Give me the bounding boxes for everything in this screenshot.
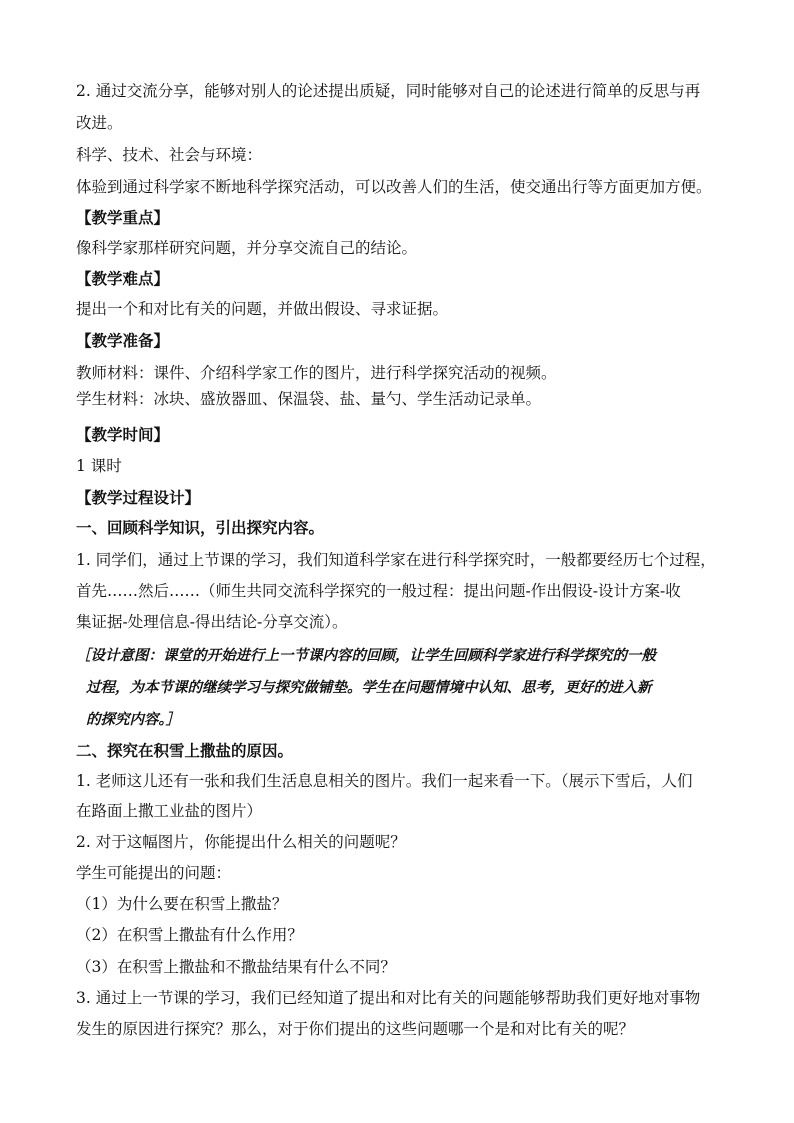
paragraph-line: 像科学家那样研究问题，并分享交流自己的结论。 <box>76 239 418 257</box>
step-heading-one: 一、回顾科学知识，引出探究内容。 <box>76 518 325 537</box>
section-heading-key-points: 【教学重点】 <box>76 208 170 227</box>
step-heading-two: 二、探究在积雪上撒盐的原因。 <box>76 741 294 760</box>
design-intent-line: 过程，为本节课的继续学习与探究做铺垫。学生在问题情境中认知、思考，更好的进入新 <box>86 679 652 696</box>
paragraph-line: 改进。 <box>76 114 123 132</box>
paragraph-line: 2. 通过交流分享，能够对别人的论述提出质疑，同时能够对自己的论述进行简单的反思与再 <box>76 82 701 100</box>
paragraph-line: 3. 通过上一节课的学习，我们已经知道了提出和对比有关的问题能够帮助我们更好地对事物 <box>76 989 701 1007</box>
section-heading-time: 【教学时间】 <box>76 425 170 444</box>
section-heading-process: 【教学过程设计】 <box>76 488 201 507</box>
paragraph-line: 1 课时 <box>76 457 122 475</box>
paragraph-line: 1. 老师这儿还有一张和我们生活息息相关的图片。我们一起来看一下。（展示下雪后，人们 <box>76 772 693 790</box>
paragraph-line: 提出一个和对比有关的问题，并做出假设、寻求证据。 <box>76 300 449 318</box>
paragraph-line: 学生可能提出的问题： <box>76 864 232 882</box>
subheading: 科学、技术、社会与环境： <box>76 146 263 164</box>
paragraph-line: 教师材料：课件、介绍科学家工作的图片，进行科学探究活动的视频。 <box>76 364 557 382</box>
design-intent-line: ［设计意图：课堂的开始进行上一节课内容的回顾，让学生回顾科学家进行科学探究的一般 <box>76 647 656 664</box>
design-intent-line: 的探究内容。］ <box>86 711 181 728</box>
paragraph-line: 首先……然后……（师生共同交流科学探究的一般过程：提出问题-作出假设-设计方案-收 <box>76 582 681 600</box>
paragraph-line: 体验到通过科学家不断地科学探究活动，可以改善人们的生活，使交通出行等方面更加方便。 <box>76 178 712 196</box>
paragraph-line: 发生的原因进行探究？那么，对于你们提出的这些问题哪一个是和对比有关的呢？ <box>76 1020 635 1038</box>
paragraph-line: 2. 对于这幅图片，你能提出什么相关的问题呢？ <box>76 833 406 851</box>
section-heading-preparation: 【教学准备】 <box>76 331 170 350</box>
paragraph-line: 1. 同学们，通过上节课的学习，我们知道科学家在进行科学探究时，一般都要经历七个过程， <box>76 551 716 569</box>
question-item: （1）为什么要在积雪上撒盐？ <box>76 895 288 913</box>
question-item: （3）在积雪上撒盐和不撒盐结果有什么不同？ <box>76 958 396 976</box>
question-item: （2）在积雪上撒盐有什么作用？ <box>76 926 303 944</box>
paragraph-line: 在路面上撒工业盐的图片） <box>76 802 263 820</box>
section-heading-difficulties: 【教学难点】 <box>76 269 170 288</box>
paragraph-line: 集证据-处理信息-得出结论-分享交流）。 <box>76 613 348 631</box>
paragraph-line: 学生材料：冰块、盛放器皿、保温袋、盐、量勺、学生活动记录单。 <box>76 390 542 408</box>
